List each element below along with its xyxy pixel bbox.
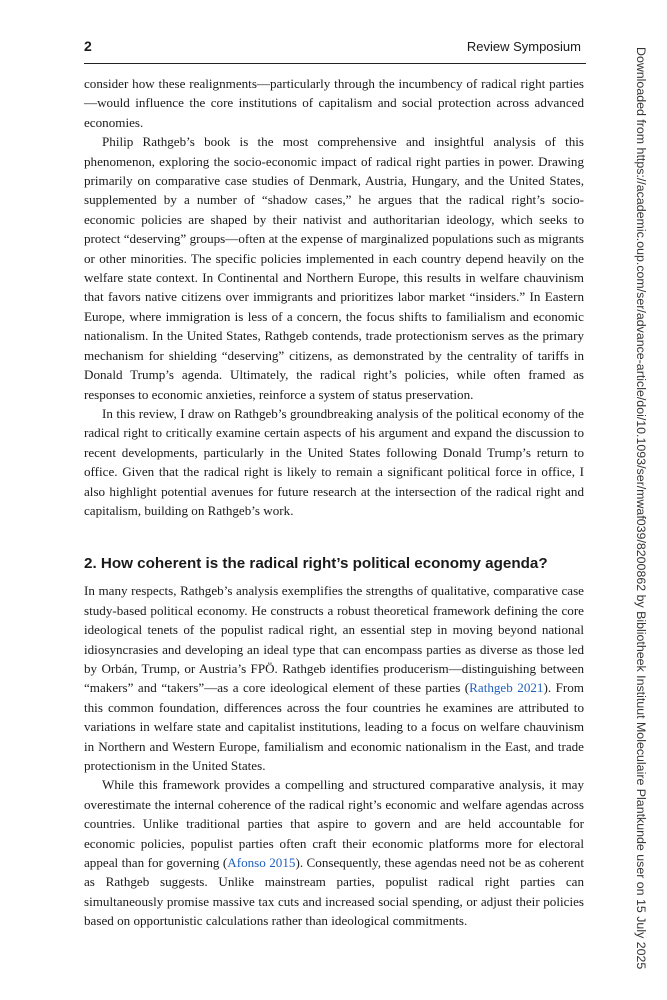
paragraph-4-text-b: . From this common foundation, differences across the four countries he examines are attributed to variations in welfare state and capitalist institutions, leading to a focus on welfare chauvinism in Northern and Western Europe, familialism and economic nationalism in the East, and trade protectionism in the United States.	[84, 680, 584, 773]
citation-link-afonso-2015[interactable]: Afonso 2015	[227, 855, 296, 871]
citation-link-rathgeb-2021[interactable]: Rathgeb 2021	[469, 680, 544, 696]
article-body	[84, 74, 584, 931]
running-head: Review Symposium	[466, 39, 581, 54]
header-rule	[84, 63, 586, 64]
paragraph-5: While this framework provides a compelling and structured comparative analysis, it may overestimate the internal coherence of the radical right’s economic and welfare agendas across countries. Unlike traditional parties that aspire to govern and are held accountable for economic policies, populist parties often craft their economic platforms more for electoral appeal than for governing (Afonso 2015). Consequently, these agendas need not be as coherent as Rathgeb suggests. Unlike mainstream parties, populist radical right parties can simultaneously promise massive tax cuts and increased social spending, or adjust their policies based on opportunistic calculations rather than ideological commitments.	[84, 777, 584, 929]
paragraph-4: In many respects, Rathgeb’s analysis exemplifies the strengths of qualitative, comparative case study-based political economy. He constructs a robust theoretical framework defining the core ideological tenets of the populist radical right, an essential step in moving beyond national idiosyncrasies and developing an ideal type that can encompass parties as diverse as those led by Orbán, Trump, or Austria’s FPÖ. Rathgeb identifies producerism—distinguishing between “makers” and “takers”—as a core ideological element of these parties (Rathgeb 2021). From this common foundation, differences across the four countries he examines are attributed to variations in welfare state and capitalist institutions, leading to a focus on welfare chauvinism in Northern and Western Europe, familialism and economic nationalism in the East, and trade protectionism in the United States.	[84, 583, 584, 773]
paragraph-5-text-a: While this framework provides a compelling and structured comparative analysis, it may overestimate the internal coherence of the radical right’s economic and welfare agendas across countries. Unlike traditional parties that aspire to govern and are held accountable for economic policies, populist parties often craft their economic platforms more for electoral appeal than for governing	[84, 777, 584, 871]
section-heading: 2. How coherent is the radical right’s political economy agenda?	[84, 555, 548, 573]
paragraph-4-text-a: In many respects, Rathgeb’s analysis exemplifies the strengths of qualitative, comparative case study-based political economy. He constructs a robust theoretical framework defining the core ideological tenets of the populist radical right, an essential step in moving beyond national idiosyncrasies and developing an ideal type that can encompass parties as diverse as those led by Orbán, Trump, or Austria’s FPÖ. Rathgeb identifies producerism—distinguishing between “makers” and “takers”—as a core ideological element of these parties	[84, 583, 584, 696]
download-note: Downloaded from https://academic.oup.com/ser/advance-article/doi/10.1093/ser/mwaf039/8200862 by Bibliotheek Instituut Moleculaire Plantkunde user on 15 July 2025	[634, 47, 648, 970]
paragraph-3: In this review, I draw on Rathgeb’s groundbreaking analysis of the political economy of the radical right to critically examine certain aspects of his argument and expand the discussion to recent developments, particularly in the United States following Donald Trump’s return to office. Given that the radical right is likely to remain a significant political force in office, I also highlight potential avenues for future research at the intersection of the radical right and capitalism, building on Rathgeb’s work.	[84, 405, 584, 518]
paragraph-1: consider how these realignments—particularly through the incumbency of radical right parties—would influence the core institutions of capitalism and social protection across advanced economies.	[84, 76, 584, 130]
paragraph-5-text-b: . Consequently, these agendas need not be as coherent as Rathgeb suggests. Unlike mainstream parties, populist radical right parties can simultaneously promise massive tax cuts and increased social spending, or adjust their policies based on opportunistic calculations rather than ideological commitments.	[84, 855, 584, 929]
page-number: 2	[84, 38, 92, 54]
paragraph-2: Philip Rathgeb’s book is the most comprehensive and insightful analysis of this phenomenon, exploring the socio-economic impact of radical right parties in power. Drawing primarily on comparative case studies of Denmark, Austria, Hungary, and the United States, supplemented by a number of “shadow cases,” he argues that the radical right’s socio-economic policies are shaped by their nativist and authoritarian ideology, which seeks to protect “deserving” groups—often at the expense of marginalized populations such as migrants or other minorities. The specific policies implemented in each country depend heavily on the welfare state context. In Continental and Northern Europe, this results in welfare chauvinism that favors native citizens over immigrants and prioritizes labor market “insiders.” In Eastern Europe, where immigration is less of a concern, the focus shifts to familialism and economic nationalism. In the United States, Rathgeb contends, trade protectionism serves as the primary mechanism for shielding “deserving” citizens, as demonstrated by the centrality of tariffs in Donald Trump’s agenda. Ultimately, the radical right’s policies, while often framed as responses to economic anxieties, reinforce a system of status preservation.	[84, 134, 584, 402]
